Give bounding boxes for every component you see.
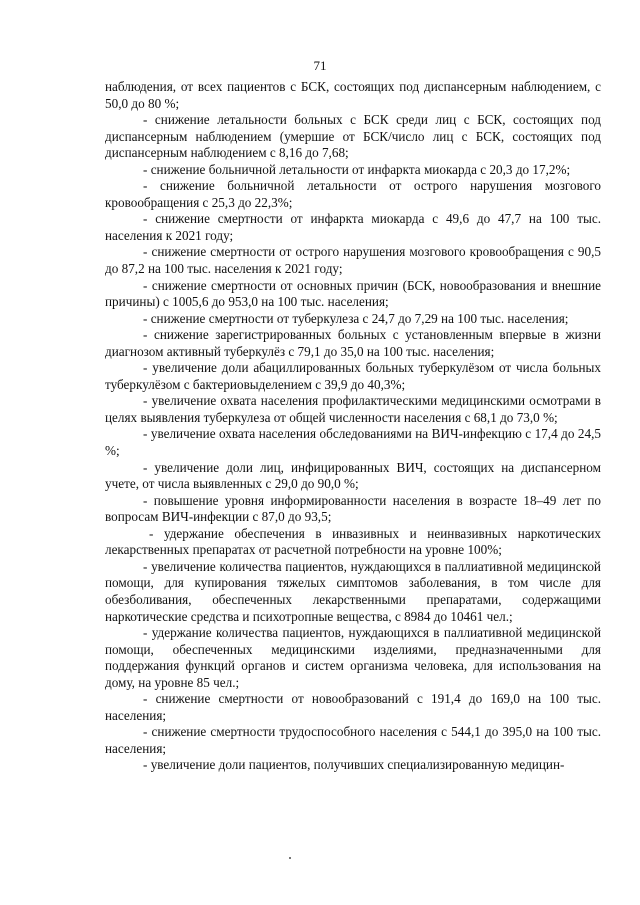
paragraph: - снижение больничной летальности от острого нарушения мозгового кровообращения с 25,3 до 22,3%;	[105, 178, 601, 210]
paragraph: - снижение смертности от острого нарушения мозгового кровообращения с 90,5 до 87,2 на 100 тыс. населения к 2021 году;	[105, 244, 601, 277]
paragraph: - увеличение количества пациентов, нуждающихся в паллиативной медицинской помощи, для купирования тяжелых симптомов заболевания, в том числе для обезболивания, обеспеченных лекарственными препаратами, содержащими наркотические средства и психотропные вещества, с 8984 до 10461 чел.;	[105, 558, 601, 624]
paragraph: - увеличение доли пациентов, получивших специализированную медицин-	[143, 757, 565, 773]
body-text	[105, 79, 601, 774]
paragraph: - снижение смертности трудоспособного населения с 544,1 до 395,0 на 100 тыс. населения;	[105, 724, 601, 756]
paragraph: - снижение летальности больных с БСК среди лиц с БСК, состоящих под диспансерным наблюдением (умершие от БСК/число лиц с БСК, состоящих под диспансерным наблюдением с 8,16 до 7,68;	[105, 112, 601, 161]
paragraph: - удержание обеспечения в инвазивных и неинвазивных наркотических лекарственных препаратах от расчетной потребности на уровне 100%;	[105, 525, 601, 558]
paragraph: - снижение смертности от инфаркта миокарда с 49,6 до 47,7 на 100 тыс. населения к 2021 году;	[105, 211, 601, 243]
paragraph: - увеличение доли лиц, инфицированных ВИЧ, состоящих на диспансерном учете, от числа выявленных с 29,0 до 90,0 %;	[105, 459, 601, 492]
paragraph: - снижение смертности от новообразований с 191,4 до 169,0 на 100 тыс. населения;	[105, 691, 601, 723]
paragraph: - снижение больничной летальности от инфаркта миокарда с 20,3 до 17,2%;	[143, 161, 571, 177]
paragraph: наблюдения, от всех пациентов с БСК, состоящих под диспансерным наблюдением, с 50,0 до 80 %;	[105, 79, 601, 111]
paragraph: - увеличение охвата населения обследованиями на ВИЧ-инфекцию с 17,4 до 24,5 %;	[105, 426, 601, 459]
page-number: 71	[313, 58, 327, 73]
paragraph: - удержание количества пациентов, нуждающихся в паллиативной медицинской помощи, обеспеченных медицинскими изделиями, предназначенными для поддержания функций органов и систем организма человека, для использования на дому, на уровне 85 чел.;	[105, 625, 601, 690]
paragraph: - увеличение доли абациллированных больных туберкулёзом от числа больных туберкулёзом с бактериовыделением с 39,9 до 40,3%;	[105, 360, 601, 392]
paragraph: - снижение смертности от основных причин (БСК, новообразования и внешние причины) с 1005,6 до 953,0 на 100 тыс. населения;	[105, 277, 601, 310]
paragraph: - снижение смертности от туберкулеза с 24,7 до 7,29 на 100 тыс. населения;	[143, 310, 569, 326]
paragraph: - увеличение охвата населения профилактическими медицинскими осмотрами в целях выявления туберкулеза от общей численности населения с 68,1 до 73,0 %;	[105, 393, 601, 425]
paragraph: - повышение уровня информированности населения в возрасте 18–49 лет по вопросам ВИЧ-инфекции с 87,0 до 93,5;	[105, 492, 601, 525]
paragraph: - снижение зарегистрированных больных с установленным впервые в жизни диагнозом активный туберкулёз с 79,1 до 35,0 на 100 тыс. населения;	[105, 327, 601, 359]
scan-speck	[289, 857, 291, 859]
